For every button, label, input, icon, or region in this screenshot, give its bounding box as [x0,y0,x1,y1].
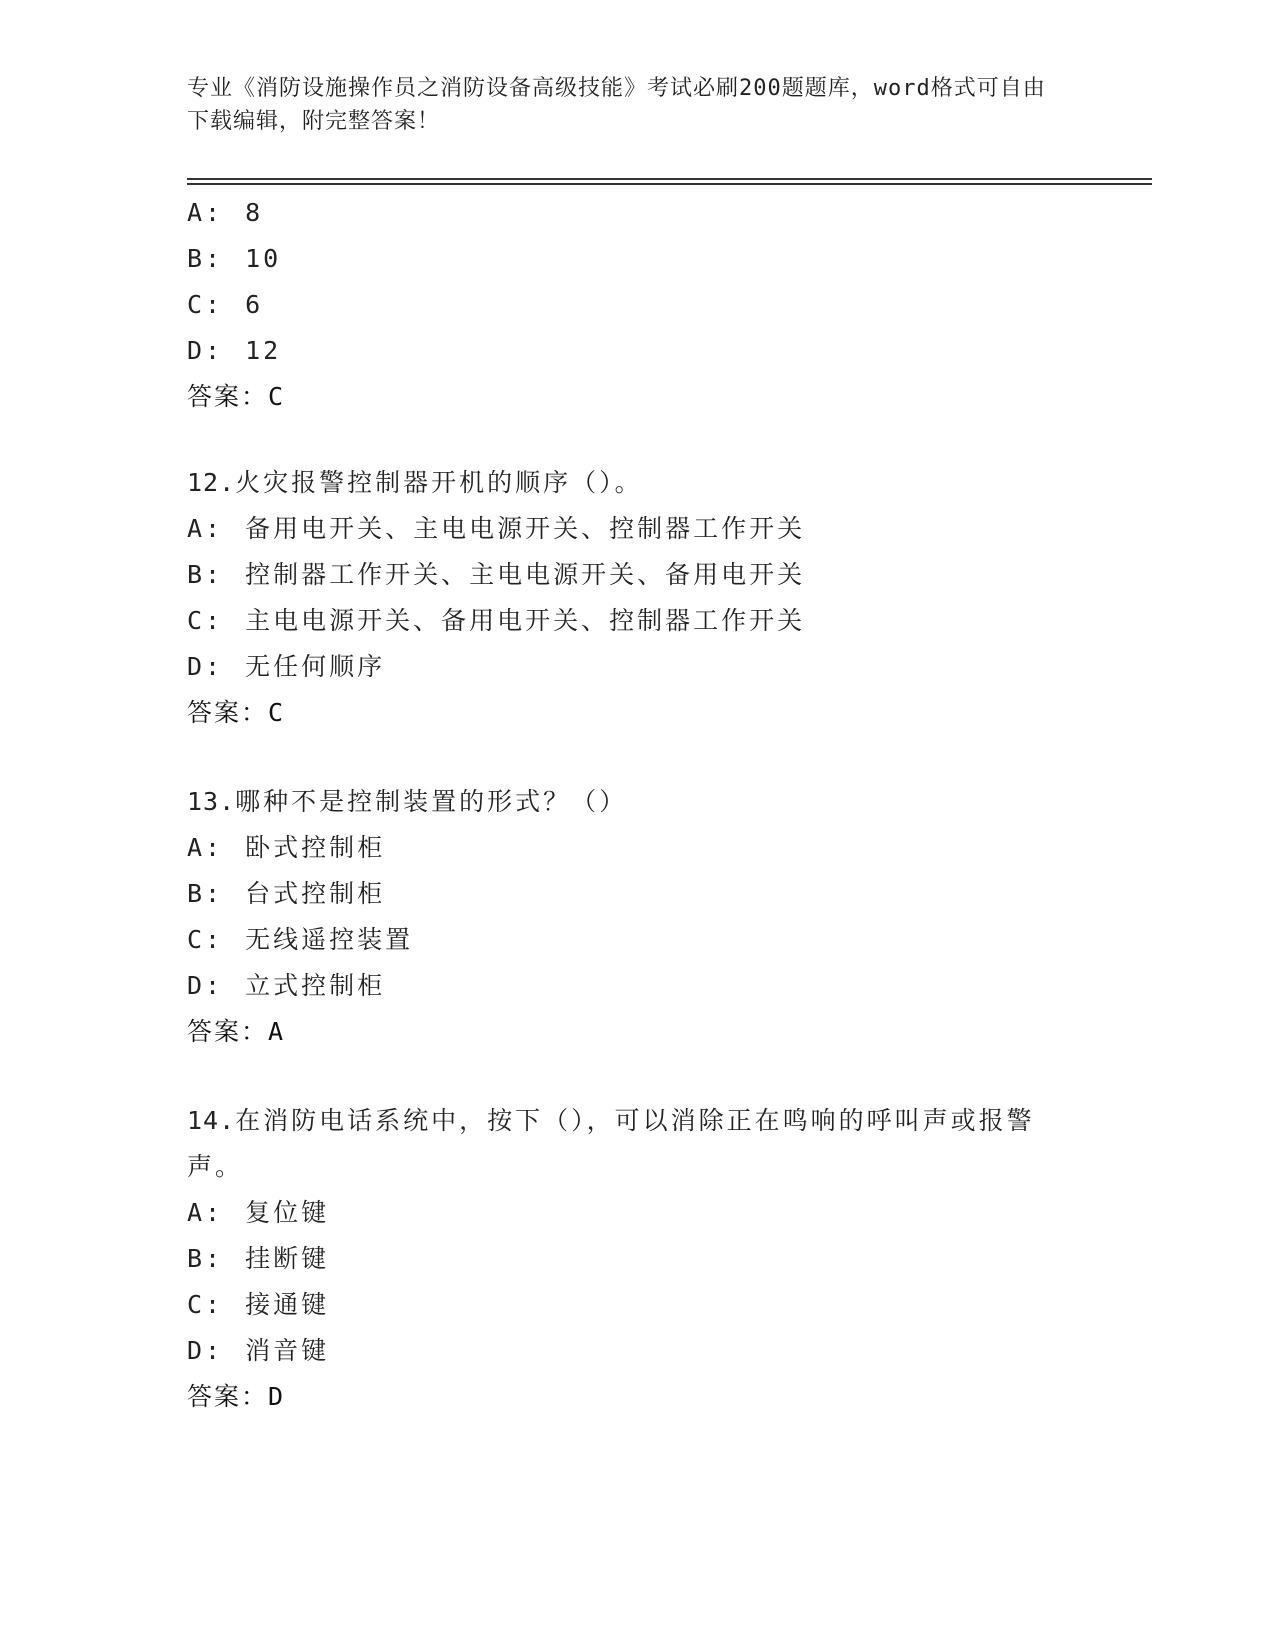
question-text [187,779,1087,825]
question-stem: 在消防电话系统中，按下（），可以消除正在鸣响的呼叫声或报警声。 [187,1106,1035,1181]
header-divider-top [187,178,1152,180]
question-text [187,1098,1087,1190]
option-key: A: [187,514,224,543]
option-a [187,506,1087,552]
question-text [187,460,1087,506]
option-text: 挂断键 [245,1244,330,1273]
option-key: C: [187,1290,224,1319]
option-key: A: [187,198,224,227]
option-key: C: [187,925,224,954]
option-a [187,1190,1087,1236]
option-text: 6 [245,290,264,319]
answer-line: 答案：A [187,1017,286,1046]
question-number: 13. [187,787,236,816]
option-key: C: [187,606,224,635]
header-title: 专业《消防设施操作员之消防设备高级技能》考试必刷200题题库，word格式可自由下载编辑，附完整答案！ [187,76,1046,134]
option-text: 复位键 [245,1198,330,1227]
option-c [187,598,1087,644]
option-text: 接通键 [245,1290,330,1319]
question-number: 12. [187,468,236,497]
option-c [187,1282,1087,1328]
question-11-tail [187,190,285,420]
answer-line: 答案：C [187,382,286,411]
option-key: B: [187,879,224,908]
option-text: 立式控制柜 [245,971,386,1000]
option-d [187,963,1087,1009]
option-key: A: [187,1198,224,1227]
option-key: D: [187,1336,224,1365]
question-14 [187,1098,1087,1420]
option-c [187,282,285,328]
answer-line: 答案：C [187,698,286,727]
option-text: 10 [245,244,282,273]
option-key: D: [187,336,224,365]
question-12 [187,460,1087,736]
option-c [187,917,1087,963]
option-a [187,825,1087,871]
option-b [187,871,1087,917]
option-key: C: [187,290,224,319]
question-number: 14. [187,1106,236,1135]
option-key: B: [187,560,224,589]
option-key: B: [187,1244,224,1273]
option-text: 主电电源开关、备用电开关、控制器工作开关 [245,606,806,635]
option-key: B: [187,244,224,273]
option-b [187,236,285,282]
option-d [187,328,285,374]
option-text: 无线遥控装置 [245,925,414,954]
option-text: 消音键 [245,1336,330,1365]
option-key: A: [187,833,224,862]
header-divider-bottom [187,183,1152,185]
option-key: D: [187,652,224,681]
option-a [187,190,285,236]
option-text: 8 [245,198,264,227]
option-text: 卧式控制柜 [245,833,386,862]
question-stem: 火灾报警控制器开机的顺序（）。 [235,468,643,497]
question-stem: 哪种不是控制装置的形式？（） [235,787,628,816]
answer-line: 答案：D [187,1382,286,1411]
option-text: 控制器工作开关、主电电源开关、备用电开关 [245,560,806,589]
option-d [187,644,1087,690]
option-key: D: [187,971,224,1000]
option-b [187,552,1087,598]
document-header [187,72,1067,138]
option-text: 无任何顺序 [245,652,386,681]
option-text: 12 [245,336,282,365]
option-d [187,1328,1087,1374]
option-text: 台式控制柜 [245,879,386,908]
option-b [187,1236,1087,1282]
option-text: 备用电开关、主电电源开关、控制器工作开关 [245,514,806,543]
question-13 [187,779,1087,1055]
